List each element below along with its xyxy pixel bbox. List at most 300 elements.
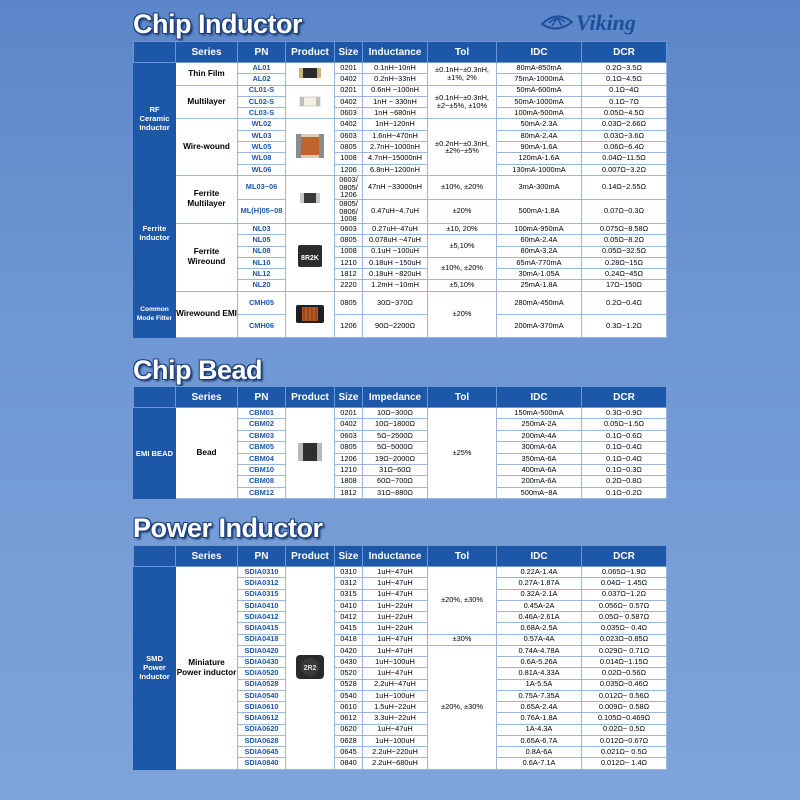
size-cell: 0315 — [335, 589, 363, 600]
dcr-cell: 0.02Ω~ 0.5Ω — [582, 724, 667, 735]
idc-cell: 200mA-6A — [497, 476, 582, 487]
chip-inductor-title: Chip Inductor — [133, 9, 302, 39]
idc-cell: 0.6A-7.1A — [497, 758, 582, 769]
pn-cell: WL03 — [238, 130, 286, 141]
idc-cell: 280mA-450mA — [497, 291, 582, 314]
dcr-cell: 0.06Ω~6.4Ω — [582, 142, 667, 153]
idc-cell: 350mA-6A — [497, 453, 582, 464]
idc-cell: 0.76A-1.8A — [497, 713, 582, 724]
header-series: Series — [176, 42, 238, 63]
inductance-cell: 1uH~47uH — [363, 634, 428, 645]
header-blank — [134, 387, 176, 408]
table-row — [134, 85, 667, 96]
pn-cell: CBM05 — [238, 442, 286, 453]
header-pn: PN — [238, 546, 286, 567]
dcr-cell: 0.056Ω~ 0.57Ω — [582, 600, 667, 611]
component-marking: 8R2K — [301, 255, 319, 263]
size-cell: 0310 — [335, 567, 363, 578]
size-cell: 1008 — [335, 153, 363, 164]
header-inductance: Inductance — [363, 42, 428, 63]
size-cell: 0201 — [335, 85, 363, 96]
dcr-cell: 0.012Ω~ 1.4Ω — [582, 758, 667, 769]
size-cell: 0528 — [335, 679, 363, 690]
idc-cell: 100mA-950mA — [497, 223, 582, 234]
idc-cell: 0.45A-2A — [497, 600, 582, 611]
header-size: Size — [335, 387, 363, 408]
pn-cell: AL01 — [238, 63, 286, 74]
header-idc: IDC — [497, 42, 582, 63]
header-dcr: DCR — [582, 42, 667, 63]
header-idc: IDC — [497, 387, 582, 408]
dcr-cell: 0.05Ω~32.5Ω — [582, 246, 667, 257]
dcr-cell: 0.1Ω~4.5Ω — [582, 74, 667, 85]
dcr-cell: 0.04Ω~ 1.45Ω — [582, 578, 667, 589]
header-tol: Tol — [428, 42, 497, 63]
pn-cell: SDIA0420 — [238, 645, 286, 656]
idc-cell: 80mA-3.2A — [497, 246, 582, 257]
size-cell: 0620 — [335, 724, 363, 735]
idc-cell: 100mA-500mA — [497, 108, 582, 119]
idc-cell: 0.81A-4.33A — [497, 668, 582, 679]
series-wirewound-emi: Wirewound EMI — [176, 291, 238, 337]
size-cell: 0412 — [335, 612, 363, 623]
dcr-cell: 0.1Ω~7Ω — [582, 96, 667, 107]
dcr-cell: 0.14Ω~2.55Ω — [582, 175, 667, 199]
dcr-cell: 0.023Ω~0.85Ω — [582, 634, 667, 645]
size-cell: 0420 — [335, 645, 363, 656]
pn-cell: WL06 — [238, 164, 286, 175]
size-cell: 0402 — [335, 119, 363, 130]
dcr-cell: 0.1Ω~0.6Ω — [582, 430, 667, 441]
idc-cell: 0.22A-1.4A — [497, 567, 582, 578]
header-pn: PN — [238, 42, 286, 63]
dcr-cell: 0.009Ω~ 0.58Ω — [582, 702, 667, 713]
inductance-cell: 1nH ~680nH — [363, 108, 428, 119]
pn-cell: CMH05 — [238, 291, 286, 314]
pn-cell: SDIA0310 — [238, 567, 286, 578]
pn-cell: SDIA0610 — [238, 702, 286, 713]
header-tol: Tol — [428, 387, 497, 408]
idc-cell: 0.8A-6A — [497, 747, 582, 758]
inductance-cell: 0.27uH~47uH — [363, 223, 428, 234]
pn-cell: CBM04 — [238, 453, 286, 464]
thin-film-product-image — [286, 63, 335, 86]
pn-cell: CBM02 — [238, 419, 286, 430]
pn-cell: CBM01 — [238, 408, 286, 419]
impedance-cell: 10Ω~1800Ω — [363, 419, 428, 430]
size-cell: 1812 — [335, 269, 363, 280]
idc-cell: 0.65A-2.4A — [497, 702, 582, 713]
tol-cell: ±25% — [428, 408, 497, 499]
header-size: Size — [335, 42, 363, 63]
pn-cell: CL01-S — [238, 85, 286, 96]
size-cell: 0520 — [335, 668, 363, 679]
pn-cell: CL02-S — [238, 96, 286, 107]
inductance-cell: 0.47uH~4.7uH — [363, 199, 428, 223]
size-cell: 0415 — [335, 623, 363, 634]
series-thin-film: Thin Film — [176, 63, 238, 86]
size-cell: 0201 — [335, 63, 363, 74]
size-cell: 0402 — [335, 74, 363, 85]
dcr-cell: 0.3Ω~0.9Ω — [582, 408, 667, 419]
inductance-cell: 3.3uH~22uH — [363, 713, 428, 724]
tol-cell: ±30% — [428, 634, 497, 645]
chip-bead-table — [133, 386, 667, 499]
size-cell: 1210 — [335, 257, 363, 268]
pn-cell: CMH06 — [238, 314, 286, 337]
inductance-cell: 1.5uH~22uH — [363, 702, 428, 713]
tol-cell: ±5,10% — [428, 280, 497, 291]
wire-wound-product-image — [286, 119, 335, 175]
dcr-cell: 0.037Ω~1.2Ω — [582, 589, 667, 600]
header-pn: PN — [238, 387, 286, 408]
dcr-cell: 0.029Ω~ 0.71Ω — [582, 645, 667, 656]
impedance-cell: 31Ω~60Ω — [363, 464, 428, 475]
inductance-cell: 1nH ~ 330nH — [363, 96, 428, 107]
table-row — [134, 291, 667, 314]
tol-cell: ±10%, ±20% — [428, 257, 497, 280]
idc-cell: 500mA~8A — [497, 487, 582, 498]
tol-cell: ±0.1nH~±0.3nH, ±2~±5%, ±10% — [428, 85, 497, 119]
idc-cell: 50mA-2.3A — [497, 119, 582, 130]
impedance-cell: 5Ω~5000Ω — [363, 442, 428, 453]
header-inductance: Inductance — [363, 546, 428, 567]
multilayer-product-image — [286, 85, 335, 119]
dcr-cell: 0.2Ω~0.4Ω — [582, 291, 667, 314]
idc-cell: 130mA-1000mA — [497, 164, 582, 175]
idc-cell: 200mA-4A — [497, 430, 582, 441]
idc-cell: 0.75A-7.35A — [497, 690, 582, 701]
pn-cell: WL02 — [238, 119, 286, 130]
idc-cell: 400mA-6A — [497, 464, 582, 475]
idc-cell: 50mA-600mA — [497, 85, 582, 96]
pn-cell: NL20 — [238, 280, 286, 291]
inductance-cell: 1.2mH ~10mH — [363, 280, 428, 291]
size-cell: 0430 — [335, 657, 363, 668]
table-row — [134, 119, 667, 130]
idc-cell: 50mA-1000mA — [497, 96, 582, 107]
brand-name: Viking — [576, 10, 636, 35]
inductance-cell: 2.7nH~1000nH — [363, 142, 428, 153]
inductance-cell: 1uH~22uH — [363, 600, 428, 611]
tol-cell: ±5,10% — [428, 235, 497, 258]
series-ferrite-wireound: Ferrite Wireound — [176, 223, 238, 291]
impedance-cell: 10Ω~300Ω — [363, 408, 428, 419]
inductance-cell: 1uH~22uH — [363, 612, 428, 623]
inductance-cell: 0.18uH ~820uH — [363, 269, 428, 280]
header-product: Product — [286, 546, 335, 567]
dcr-cell: 0.012Ω~ 0.56Ω — [582, 690, 667, 701]
dcr-cell: 0.021Ω~ 0.5Ω — [582, 747, 667, 758]
power-inductor-title: Power Inductor — [133, 513, 323, 543]
table-header-row — [134, 42, 667, 63]
tol-cell: ±0.2nH~±0.3nH, ±2%~±5% — [428, 119, 497, 175]
chip-inductor-table — [133, 41, 667, 338]
impedance-cell: 60Ω~700Ω — [363, 476, 428, 487]
inductance-cell: 1uH~47uH — [363, 578, 428, 589]
idc-cell: 200mA-370mA — [497, 314, 582, 337]
inductance-cell: 1uH~100uH — [363, 690, 428, 701]
dcr-cell: 0.2Ω~0.8Ω — [582, 476, 667, 487]
inductance-cell: 2.2uH~220uH — [363, 747, 428, 758]
inductance-cell: 47nH ~33000nH — [363, 175, 428, 199]
header-dcr: DCR — [582, 387, 667, 408]
size-cell: 1206 — [335, 314, 363, 337]
idc-cell: 120mA-1.6A — [497, 153, 582, 164]
header-size: Size — [335, 546, 363, 567]
size-cell: 0418 — [335, 634, 363, 645]
size-cell: 0603 — [335, 108, 363, 119]
dcr-cell: 0.1Ω~4Ω — [582, 85, 667, 96]
series-bead: Bead — [176, 408, 238, 499]
power-inductor-panel — [133, 545, 666, 770]
chip-inductor-panel — [133, 41, 666, 338]
inductance-cell: 1uH~47uH — [363, 724, 428, 735]
pn-cell: SDIA0520 — [238, 668, 286, 679]
idc-cell: 0.27A-1.87A — [497, 578, 582, 589]
dcr-cell: 0.1Ω~0.4Ω — [582, 442, 667, 453]
tol-cell: ±20% — [428, 291, 497, 337]
pn-cell: AL02 — [238, 74, 286, 85]
idc-cell: 0.68A-2.5A — [497, 623, 582, 634]
table-row — [134, 408, 667, 419]
size-cell: 0840 — [335, 758, 363, 769]
inductance-cell: 0.6nH ~100nH — [363, 85, 428, 96]
wirewound-emi-product-image — [286, 291, 335, 337]
idc-cell: 250mA-2A — [497, 419, 582, 430]
pn-cell: SDIA0645 — [238, 747, 286, 758]
idc-cell: 0.74A-4.78A — [497, 645, 582, 656]
inductance-cell: 1uH~47uH — [363, 645, 428, 656]
power-inductor-product-image — [286, 567, 335, 770]
pn-cell: SDIA0620 — [238, 724, 286, 735]
category-smd-power: SMD Power Inductor — [134, 567, 176, 770]
size-cell: 0805 — [335, 142, 363, 153]
idc-cell: 0.6A-5.26A — [497, 657, 582, 668]
size-cell: 0603 — [335, 223, 363, 234]
pn-cell: SDIA0430 — [238, 657, 286, 668]
tol-cell: ±20% — [428, 199, 497, 223]
header-blank — [134, 546, 176, 567]
table-row — [134, 567, 667, 578]
header-dcr: DCR — [582, 546, 667, 567]
dcr-cell: 0.007Ω~3.2Ω — [582, 164, 667, 175]
size-cell: 0402 — [335, 96, 363, 107]
idc-cell: 300mA-6A — [497, 442, 582, 453]
size-cell: 0805 — [335, 291, 363, 314]
size-cell: 1206 — [335, 164, 363, 175]
pn-cell: SDIA0410 — [238, 600, 286, 611]
pn-cell: SDIA0312 — [238, 578, 286, 589]
inductance-cell: 4.7nH~15000nH — [363, 153, 428, 164]
size-cell: 0805 — [335, 442, 363, 453]
dcr-cell: 0.03Ω~2.66Ω — [582, 119, 667, 130]
size-cell: 1210 — [335, 464, 363, 475]
inductance-cell: 1uH~100uH — [363, 657, 428, 668]
inductance-cell: 1uH~100uH — [363, 735, 428, 746]
header-blank — [134, 42, 176, 63]
pn-cell: SDIA0412 — [238, 612, 286, 623]
idc-cell: 0.57A-4A — [497, 634, 582, 645]
idc-cell: 80mA-850mA — [497, 63, 582, 74]
dcr-cell: 0.28Ω~15Ω — [582, 257, 667, 268]
size-cell: 0628 — [335, 735, 363, 746]
idc-cell: 150mA-500mA — [497, 408, 582, 419]
size-cell: 2220 — [335, 280, 363, 291]
pn-cell: NL10 — [238, 257, 286, 268]
table-row — [134, 175, 667, 199]
power-inductor-table — [133, 545, 667, 770]
pn-cell: CBM10 — [238, 464, 286, 475]
dcr-cell: 0.035Ω~0.46Ω — [582, 679, 667, 690]
size-cell: 0201 — [335, 408, 363, 419]
idc-cell: 0.46A-2.61A — [497, 612, 582, 623]
impedance-cell: 31Ω~880Ω — [363, 487, 428, 498]
inductance-cell: 1uH~47uH — [363, 589, 428, 600]
idc-cell: 60mA-2.4A — [497, 235, 582, 246]
dcr-cell: 0.105Ω~0.469Ω — [582, 713, 667, 724]
dcr-cell: 0.3Ω~1.2Ω — [582, 314, 667, 337]
pn-cell: CBM12 — [238, 487, 286, 498]
inductance-cell: 30Ω~370Ω — [363, 291, 428, 314]
viking-logo — [540, 8, 665, 38]
dcr-cell: 0.1Ω~0.2Ω — [582, 487, 667, 498]
series-multilayer: Multilayer — [176, 85, 238, 119]
impedance-cell: 19Ω~2000Ω — [363, 453, 428, 464]
inductance-cell: 0.078uH ~47uH — [363, 235, 428, 246]
series-ferrite-multilayer: Ferrite Multilayer — [176, 175, 238, 223]
header-idc: IDC — [497, 546, 582, 567]
pn-cell: CBM08 — [238, 476, 286, 487]
dcr-cell: 0.24Ω~45Ω — [582, 269, 667, 280]
pn-cell: ML03~06 — [238, 175, 286, 199]
pn-cell: SDIA0840 — [238, 758, 286, 769]
idc-cell: 65mA-770mA — [497, 257, 582, 268]
pn-cell: SDIA0315 — [238, 589, 286, 600]
tol-cell: ±10%, ±20% — [428, 175, 497, 199]
chip-bead-title: Chip Bead — [133, 355, 263, 385]
inductance-cell: 0.1nH~10nH — [363, 63, 428, 74]
tol-cell: ±0.1nH~±0.3nH, ±1%, 2% — [428, 63, 497, 86]
size-cell: 0410 — [335, 600, 363, 611]
ferrite-multilayer-product-image — [286, 175, 335, 223]
table-header-row — [134, 546, 667, 567]
pn-cell: NL08 — [238, 246, 286, 257]
category-emi-bead: EMI BEAD — [134, 408, 176, 499]
inductance-cell: 0.2nH~33nH — [363, 74, 428, 85]
dcr-cell: 0.1Ω~0.3Ω — [582, 464, 667, 475]
tol-cell: ±20%, ±30% — [428, 645, 497, 769]
idc-cell: 1A-4.3A — [497, 724, 582, 735]
idc-cell: 3mA-300mA — [497, 175, 582, 199]
pn-cell: SDIA0415 — [238, 623, 286, 634]
header-series: Series — [176, 546, 238, 567]
idc-cell: 90mA-1.6A — [497, 142, 582, 153]
inductance-cell: 1uH~47uH — [363, 668, 428, 679]
power-component-marking: 2R2 — [303, 664, 317, 672]
header-series: Series — [176, 387, 238, 408]
size-cell: 1808 — [335, 476, 363, 487]
dcr-cell: 0.035Ω~ 0.4Ω — [582, 623, 667, 634]
pn-cell: NL03 — [238, 223, 286, 234]
header-product: Product — [286, 42, 335, 63]
idc-cell: 0.32A-2.1A — [497, 589, 582, 600]
size-cell: 0603/ 0805/ 1206 — [335, 175, 363, 199]
inductance-cell: 1uH~22uH — [363, 623, 428, 634]
idc-cell: 30mA-1.05A — [497, 269, 582, 280]
header-impedance: Impedance — [363, 387, 428, 408]
viking-eye-icon — [540, 12, 574, 34]
dcr-cell: 0.07Ω~0.3Ω — [582, 199, 667, 223]
dcr-cell: 0.04Ω~11.5Ω — [582, 153, 667, 164]
idc-cell: 500mA-1.8A — [497, 199, 582, 223]
pn-cell: WL05 — [238, 142, 286, 153]
size-cell: 0612 — [335, 713, 363, 724]
dcr-cell: 0.05Ω~1.5Ω — [582, 419, 667, 430]
size-cell: 0603 — [335, 130, 363, 141]
category-ferrite: Ferrite Inductor — [134, 175, 176, 291]
size-cell: 1008 — [335, 246, 363, 257]
pn-cell: WL08 — [238, 153, 286, 164]
inductance-cell: 1.6nH~470nH — [363, 130, 428, 141]
ferrite-wireound-product-image — [286, 223, 335, 291]
dcr-cell: 0.065Ω~1.9Ω — [582, 567, 667, 578]
dcr-cell: 0.05Ω~4.5Ω — [582, 108, 667, 119]
pn-cell: SDIA0628 — [238, 735, 286, 746]
dcr-cell: 0.2Ω~3.5Ω — [582, 63, 667, 74]
size-cell: 0645 — [335, 747, 363, 758]
inductance-cell: 90Ω~2200Ω — [363, 314, 428, 337]
table-row — [134, 63, 667, 74]
header-tol: Tol — [428, 546, 497, 567]
header-product: Product — [286, 387, 335, 408]
tol-cell: ±10, 20% — [428, 223, 497, 234]
dcr-cell: 0.02Ω~0.56Ω — [582, 668, 667, 679]
size-cell: 0805 — [335, 235, 363, 246]
idc-cell: 1A-5.5A — [497, 679, 582, 690]
inductance-cell: 0.1uH ~100uH — [363, 246, 428, 257]
pn-cell: SDIA0540 — [238, 690, 286, 701]
size-cell: 1206 — [335, 453, 363, 464]
category-common-mode: Common Mode Filter — [134, 291, 176, 337]
category-rf: RF Ceramic Inductor — [134, 63, 176, 176]
size-cell: 1812 — [335, 487, 363, 498]
pn-cell: SDIA0528 — [238, 679, 286, 690]
series-wire-wound: Wire-wound — [176, 119, 238, 175]
idc-cell: 0.65A-6.7A — [497, 735, 582, 746]
size-cell: 0610 — [335, 702, 363, 713]
size-cell: 0603 — [335, 430, 363, 441]
size-cell: 0312 — [335, 578, 363, 589]
pn-cell: SDIA0418 — [238, 634, 286, 645]
inductance-cell: 1uH~47uH — [363, 567, 428, 578]
pn-cell: ML(H)05~08 — [238, 199, 286, 223]
size-cell: 0540 — [335, 690, 363, 701]
pn-cell: NL05 — [238, 235, 286, 246]
inductance-cell: 1nH~120nH — [363, 119, 428, 130]
bead-product-image — [286, 408, 335, 499]
dcr-cell: 0.03Ω~3.6Ω — [582, 130, 667, 141]
table-header-row — [134, 387, 667, 408]
dcr-cell: 0.075Ω~8.58Ω — [582, 223, 667, 234]
dcr-cell: 0.1Ω~0.4Ω — [582, 453, 667, 464]
inductance-cell: 2.2uH~47uH — [363, 679, 428, 690]
idc-cell: 75mA-1000mA — [497, 74, 582, 85]
series-miniature-power: Miniature Power inductor — [176, 567, 238, 770]
size-cell: 0402 — [335, 419, 363, 430]
pn-cell: SDIA0612 — [238, 713, 286, 724]
pn-cell: NL12 — [238, 269, 286, 280]
